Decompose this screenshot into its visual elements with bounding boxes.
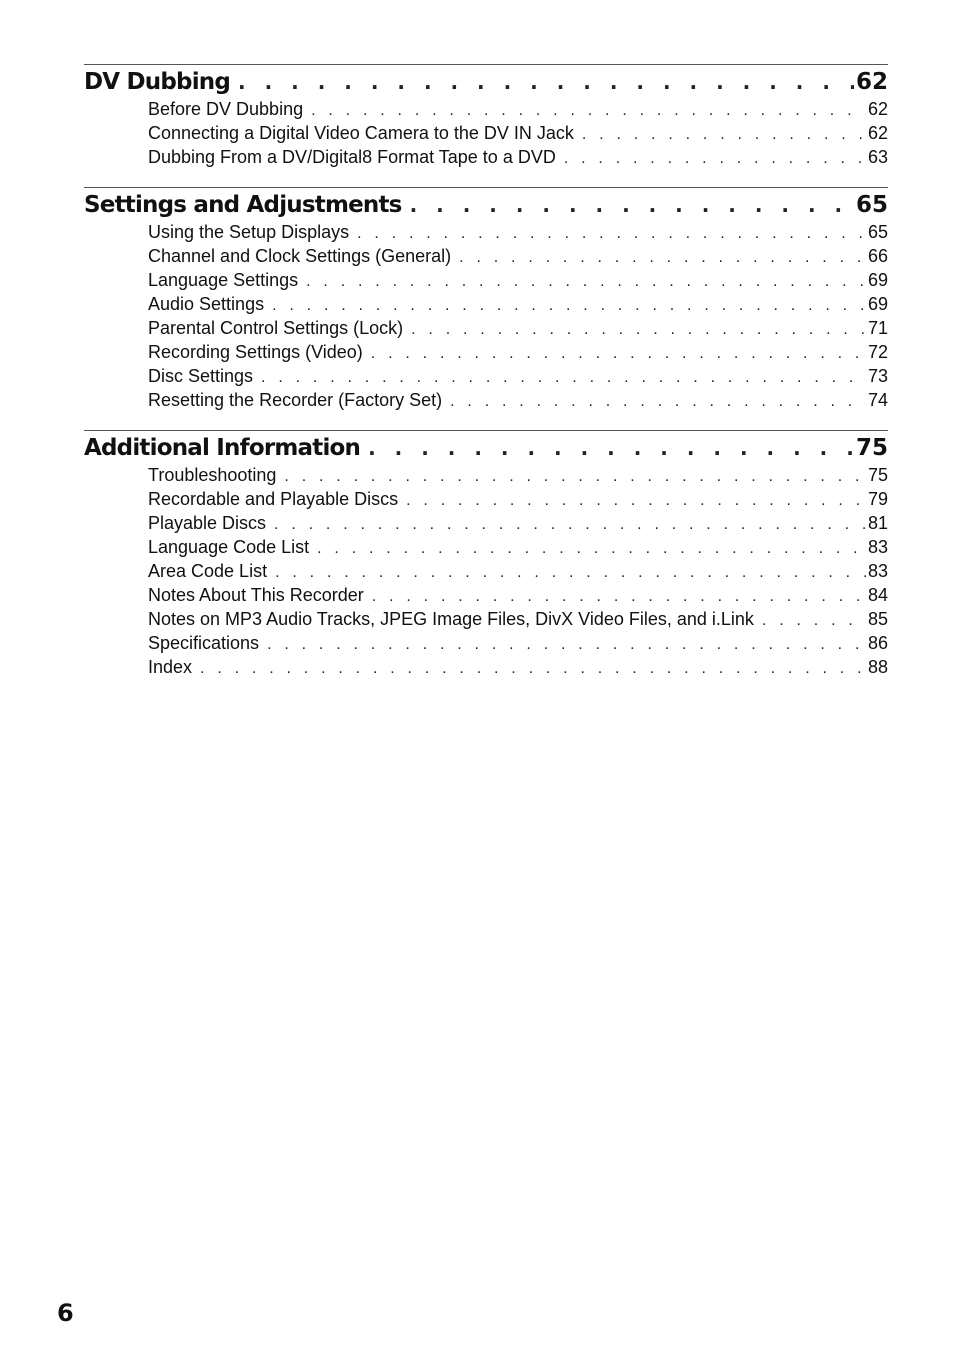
entry-title: Playable Discs xyxy=(148,513,267,533)
section-title: Settings and Adjustments xyxy=(84,192,402,218)
entry-page-number: 75 xyxy=(867,465,888,485)
dot-leader xyxy=(411,321,866,339)
entry-page-number: 69 xyxy=(867,270,888,290)
entry-page-number: 85 xyxy=(867,609,888,629)
entry-title: Index xyxy=(148,657,193,677)
section-heading[interactable] xyxy=(84,435,888,465)
dot-leader xyxy=(450,393,866,411)
entry-title: Specifications xyxy=(148,633,260,653)
dot-leader xyxy=(274,516,866,534)
section-title: DV Dubbing xyxy=(84,69,231,95)
toc-section-settings-and-adjustments xyxy=(84,187,888,414)
entry-page-number: 83 xyxy=(867,537,888,557)
section-page-number: 62 xyxy=(855,69,888,95)
entry-title: Dubbing From a DV/Digital8 Format Tape to a DVD xyxy=(148,147,556,167)
dot-leader xyxy=(582,126,866,144)
entry-page-number: 62 xyxy=(867,123,888,143)
entry-title: Language Settings xyxy=(148,270,299,290)
section-page-number: 65 xyxy=(855,192,888,218)
toc-entry[interactable] xyxy=(148,633,888,657)
page-number: 6 xyxy=(57,1299,74,1327)
entry-page-number: 84 xyxy=(867,585,888,605)
toc-section-additional-information xyxy=(84,430,888,681)
entry-page-number: 65 xyxy=(867,222,888,242)
entry-title: Connecting a Digital Video Camera to the DV IN Jack xyxy=(148,123,574,143)
entry-title: Language Code List xyxy=(148,537,310,557)
toc-entry[interactable] xyxy=(148,390,888,414)
entry-title: Using the Setup Displays xyxy=(148,222,350,242)
entry-title: Parental Control Settings (Lock) xyxy=(148,318,404,338)
toc-entry[interactable] xyxy=(148,294,888,318)
toc-entry[interactable] xyxy=(148,585,888,609)
dot-leader xyxy=(267,636,866,654)
dot-leader xyxy=(200,660,866,678)
entry-page-number: 86 xyxy=(867,633,888,653)
dot-leader xyxy=(372,588,866,606)
dot-leader xyxy=(261,369,866,387)
toc-entry[interactable] xyxy=(148,270,888,294)
section-heading[interactable] xyxy=(84,69,888,99)
dot-leader xyxy=(317,540,866,558)
entry-page-number: 63 xyxy=(867,147,888,167)
entry-title: Channel and Clock Settings (General) xyxy=(148,246,452,266)
dot-leader xyxy=(306,273,866,291)
toc-entry[interactable] xyxy=(148,222,888,246)
entry-page-number: 73 xyxy=(867,366,888,386)
entry-page-number: 79 xyxy=(867,489,888,509)
entry-title: Recording Settings (Video) xyxy=(148,342,363,362)
toc-entry[interactable] xyxy=(148,318,888,342)
dot-leader xyxy=(371,345,866,363)
entry-page-number: 81 xyxy=(867,513,888,533)
toc-entry[interactable] xyxy=(148,123,888,147)
dot-leader xyxy=(368,436,854,460)
entry-page-number: 72 xyxy=(867,342,888,362)
toc-entry[interactable] xyxy=(148,246,888,270)
dot-leader xyxy=(311,102,866,120)
dot-leader xyxy=(357,225,866,243)
entry-title: Before DV Dubbing xyxy=(148,99,304,119)
entry-page-number: 71 xyxy=(867,318,888,338)
toc-entry[interactable] xyxy=(148,657,888,681)
dot-leader xyxy=(238,70,854,94)
toc-entry[interactable] xyxy=(148,513,888,537)
toc-entry[interactable] xyxy=(148,342,888,366)
entry-page-number: 83 xyxy=(867,561,888,581)
toc-entry[interactable] xyxy=(148,366,888,390)
toc-entry[interactable] xyxy=(148,489,888,513)
entry-title: Disc Settings xyxy=(148,366,254,386)
toc-entry[interactable] xyxy=(148,147,888,171)
toc-section-dv-dubbing xyxy=(84,64,888,171)
entry-title: Notes on MP3 Audio Tracks, JPEG Image Files, DivX Video Files, and i.Link xyxy=(148,609,754,629)
section-title: Additional Information xyxy=(84,435,361,461)
dot-leader xyxy=(459,249,866,267)
toc-entry[interactable] xyxy=(148,609,888,633)
entry-page-number: 66 xyxy=(867,246,888,266)
toc-entry[interactable] xyxy=(148,561,888,585)
entry-page-number: 69 xyxy=(867,294,888,314)
dot-leader xyxy=(406,492,866,510)
dot-leader xyxy=(410,193,854,217)
dot-leader xyxy=(284,468,866,486)
entry-title: Recordable and Playable Discs xyxy=(148,489,399,509)
entry-title: Resetting the Recorder (Factory Set) xyxy=(148,390,443,410)
dot-leader xyxy=(762,612,866,630)
entry-title: Notes About This Recorder xyxy=(148,585,364,605)
entry-title: Area Code List xyxy=(148,561,268,581)
dot-leader xyxy=(272,297,866,315)
toc-entry[interactable] xyxy=(148,465,888,489)
section-heading[interactable] xyxy=(84,192,888,222)
dot-leader xyxy=(564,150,866,168)
toc-entry[interactable] xyxy=(148,537,888,561)
entry-page-number: 74 xyxy=(867,390,888,410)
entry-page-number: 88 xyxy=(867,657,888,677)
section-page-number: 75 xyxy=(855,435,888,461)
dot-leader xyxy=(275,564,866,582)
table-of-contents xyxy=(84,64,888,697)
entry-title: Audio Settings xyxy=(148,294,265,314)
entry-title: Troubleshooting xyxy=(148,465,277,485)
toc-entry[interactable] xyxy=(148,99,888,123)
entry-page-number: 62 xyxy=(867,99,888,119)
